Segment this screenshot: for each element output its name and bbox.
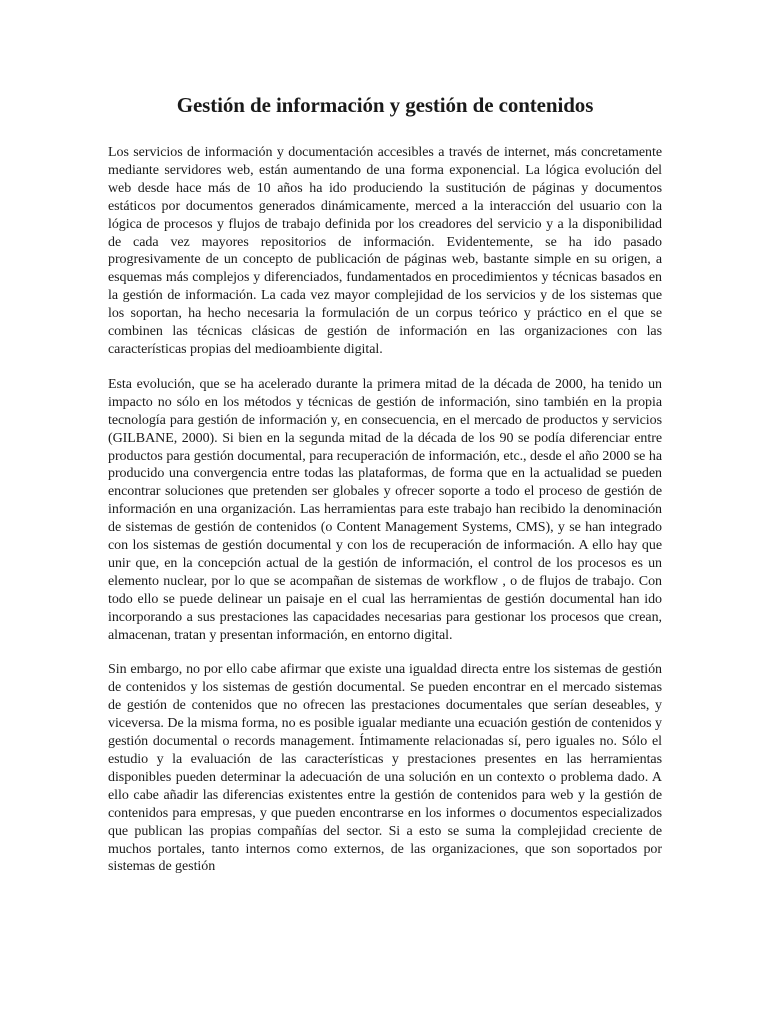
paragraph-2: Esta evolución, que se ha acelerado durante la primera mitad de la década de 2000, ha tenido un impacto no sólo en los métodos y técnicas de gestión de información, sino también en la propia tecnología para gestión de información y, en consecuencia, en el mercado de productos y servicios (GILBANE, 2000). Si bien en la segunda mitad de la década de los 90 se podía diferenciar entre productos para gestión documental, para recuperación de información, etc., desde el año 2000 se ha producido una convergencia entre todas las plataformas, de forma que en la actualidad se pueden encontrar soluciones que pretenden ser globales y ofrecer soporte a todo el proceso de gestión de información en una organización. Las herramientas para este trabajo han recibido la denominación de sistemas de gestión de contenidos (o Content Management Systems, CMS), y se han integrado con los sistemas de gestión documental y con los de recuperación de información. A ello hay que unir que, en la concepción actual de la gestión de información, el control de los procesos es un elemento nuclear, por lo que se acompañan de sistemas de workflow , o de flujos de trabajo. Con todo ello se puede delinear un paisaje en el cual las herramientas de gestión documental han ido incorporando a sus prestaciones las capacidades necesarias para gestionar los procesos que crean, almacenan, tratan y presentan información, en entorno digital.	[108, 376, 662, 643]
document-title: Gestión de información y gestión de contenidos	[176, 93, 594, 117]
paragraph-3: Sin embargo, no por ello cabe afirmar que existe una igualdad directa entre los sistemas de gestión de contenidos y los sistemas de gestión documental. Se pueden encontrar en el mercado sistemas de gestión de contenidos que no ofrecen las prestaciones documentales que serían deseables, y viceversa. De la misma forma, no es posible igualar mediante una ecuación gestión de contenidos y gestión documental o records management. Íntimamente relacionadas sí, pero iguales no. Sólo el estudio y la evaluación de las características y prestaciones presentes en las herramientas disponibles pueden determinar la adecuación de una solución en un contexto o problema dado. A ello cabe añadir las diferencias existentes entre la gestión de contenidos para web y la gestión de contenidos para empresas, y que pueden encontrarse en los informes o documentos especializados que publican las propias compañías del sector. Si a esto se suma la complejidad creciente de muchos portales, tanto internos como externos, de las organizaciones, que son soportados por sistemas de gestión	[108, 662, 662, 875]
paragraph-1: Los servicios de información y documentación accesibles a través de internet, más concretamente mediante servidores web, están aumentando de una forma exponencial. La lógica evolución del web desde hace más de 10 años ha ido produciendo la sustitución de páginas y documentos estáticos por documentos generados dinámicamente, merced a la interacción del usuario con la lógica de procesos y flujos de trabajo definida por los creadores del servicio y a la disponibilidad de cada vez mayores repositorios de información. Evidentemente, se ha ido pasado progresivamente de un concepto de publicación de páginas web, bastante simple en su origen, a esquemas más complejos y diferenciados, fundamentados en procedimientos y técnicas basados en la gestión de información. La cada vez mayor complejidad de los servicios y de los sistemas que los soportan, ha hecho necesaria la formulación de un corpus teórico y práctico en el que se combinen las técnicas clásicas de gestión de información en las organizaciones con las características propias del medioambiente digital.	[108, 145, 662, 357]
document-page	[108, 92, 662, 876]
